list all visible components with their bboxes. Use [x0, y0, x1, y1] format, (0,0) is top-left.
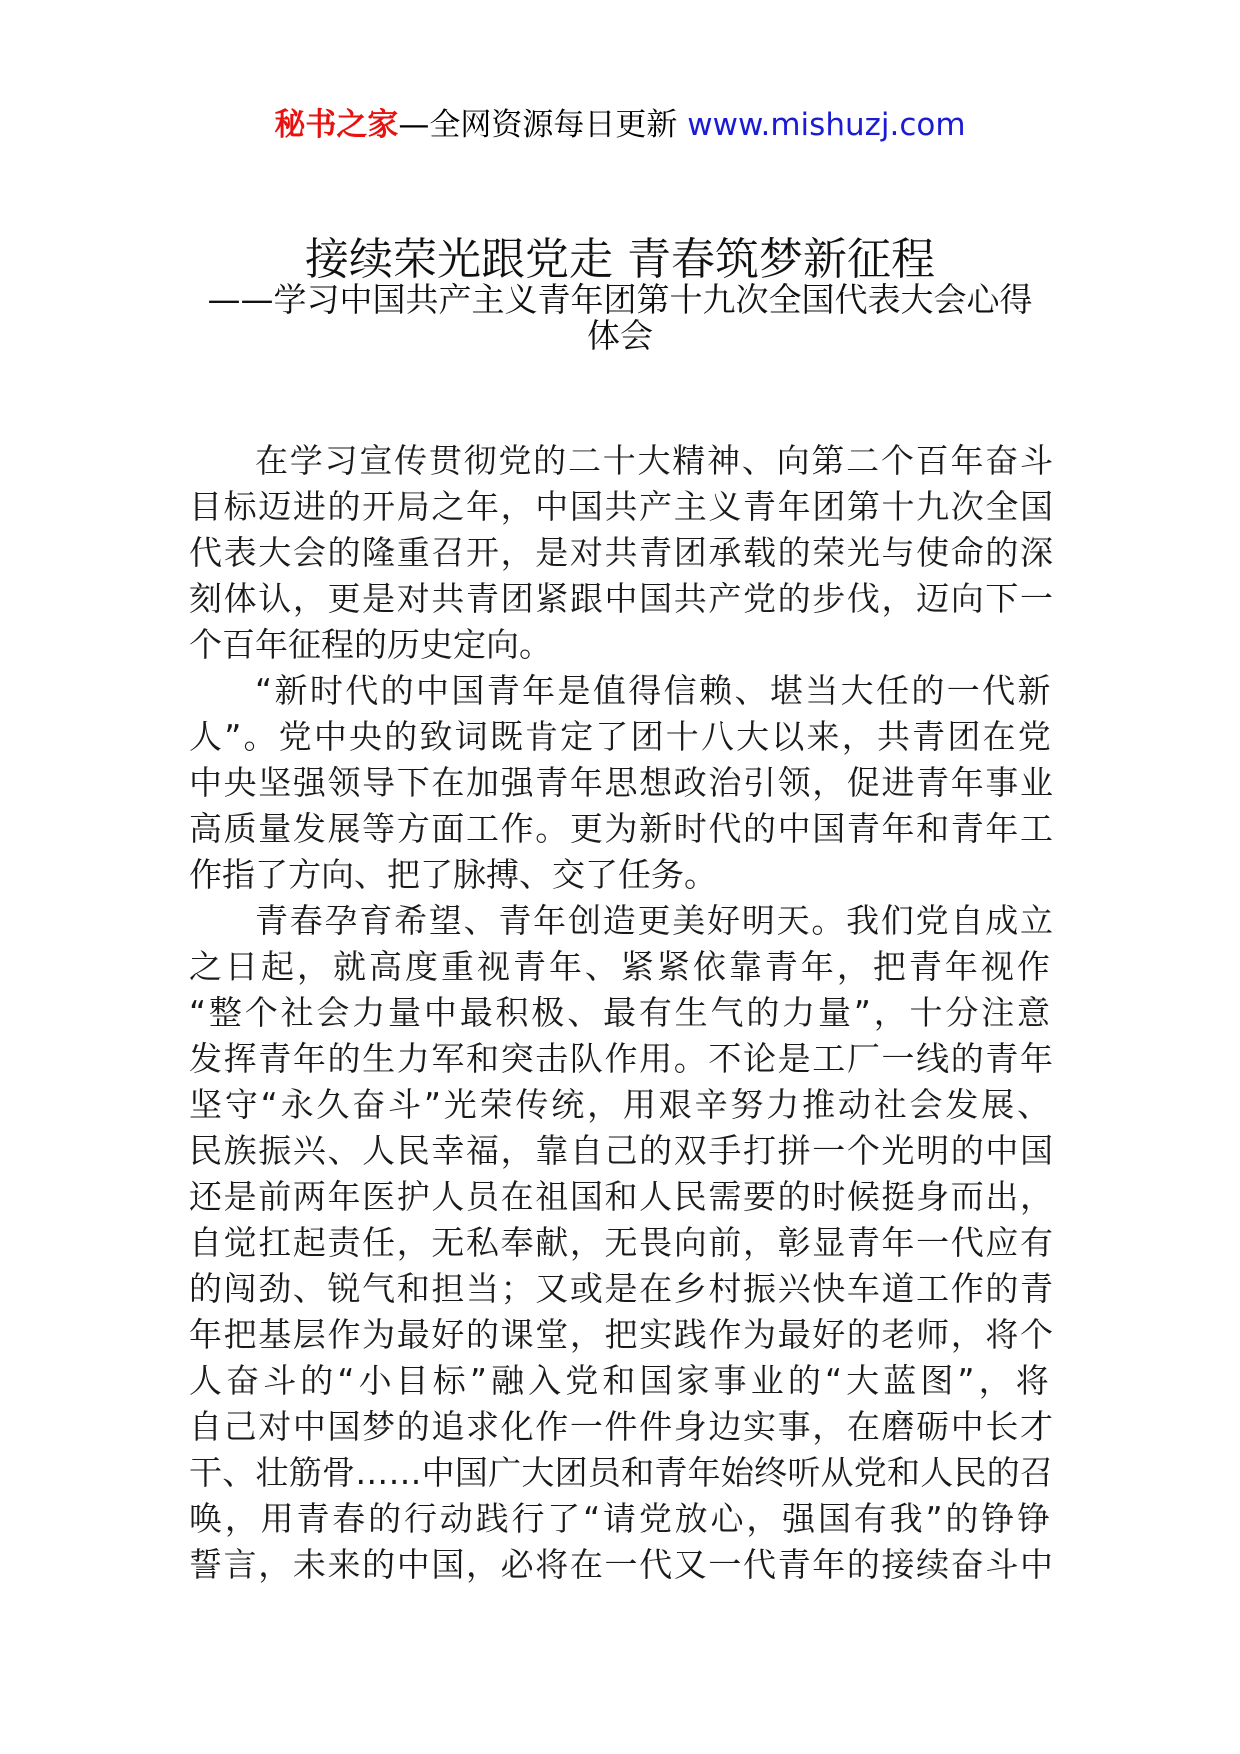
- body-line: 目标迈进的开局之年，中国共产主义青年团第十九次全国: [189, 487, 1055, 526]
- body-line: “新时代的中国青年是值得信赖、堪当大任的一代新: [255, 671, 1053, 710]
- body-line: 之日起，就高度重视青年、紧紧依靠青年，把青年视作: [189, 947, 1053, 986]
- subtitle-line-1: ——学习中国共产主义青年团第十九次全国代表大会心得: [207, 280, 1033, 319]
- body-line: 刻体认，更是对共青团紧跟中国共产党的步伐，迈向下一: [189, 579, 1055, 618]
- body-line: “整个社会力量中最积极、最有生气的力量”，十分注意: [189, 993, 1053, 1032]
- site-url-link[interactable]: www.mishuzj.com: [687, 107, 966, 143]
- body-line: 人奋斗的“小目标”融入党和国家事业的“大蓝图”，将: [189, 1361, 1053, 1400]
- site-brand: 秘书之家: [274, 107, 399, 143]
- body-line: 中央坚强领导下在加强青年思想政治引领，促进青年事业: [189, 763, 1055, 802]
- body-line: 坚守“永久奋斗”光荣传统，用艰辛努力推动社会发展、: [189, 1085, 1053, 1124]
- body-line: 人”。党中央的致词既肯定了团十八大以来，共青团在党: [189, 717, 1053, 756]
- body-line: 民族振兴、人民幸福，靠自己的双手打拼一个光明的中国: [189, 1131, 1055, 1170]
- body-line: 年把基层作为最好的课堂，把实践作为最好的老师，将个: [189, 1315, 1055, 1354]
- body-line: 自觉扛起责任，无私奉献，无畏向前，彰显青年一代应有: [189, 1223, 1055, 1262]
- body-line: 高质量发展等方面工作。更为新时代的中国青年和青年工: [189, 809, 1055, 848]
- body-line: 作指了方向、把了脉搏、交了任务。: [189, 855, 717, 894]
- document-body: [189, 438, 1053, 1588]
- body-line: 发挥青年的生力军和突击队作用。不论是工厂一线的青年: [189, 1039, 1055, 1078]
- body-line: 在学习宣传贯彻党的二十大精神、向第二个百年奋斗: [255, 441, 1055, 480]
- subtitle-line-2: 体会: [587, 316, 653, 355]
- page-title: 接续荣光跟党走 青春筑梦新征程: [305, 234, 935, 285]
- site-tagline: —全网资源每日更新: [398, 107, 678, 143]
- site-header: [0, 103, 1240, 147]
- body-line: 还是前两年医护人员在祖国和人民需要的时候挺身而出，: [189, 1177, 1055, 1216]
- body-line: 自己对中国梦的追求化作一件件身边实事，在磨砺中长才: [189, 1407, 1055, 1446]
- body-line: 誓言，未来的中国，必将在一代又一代青年的接续奋斗中: [189, 1545, 1055, 1584]
- body-line: 唤，用青春的行动践行了“请党放心，强国有我”的铮铮: [189, 1499, 1053, 1538]
- body-line: 个百年征程的历史定向。: [189, 625, 552, 664]
- body-line: 代表大会的隆重召开，是对共青团承载的荣光与使命的深: [189, 533, 1055, 572]
- body-line: 的闯劲、锐气和担当；又或是在乡村振兴快车道工作的青: [189, 1269, 1055, 1308]
- body-line: 干、壮筋骨……中国广大团员和青年始终听从党和人民的召: [189, 1453, 1054, 1492]
- body-line: 青春孕育希望、青年创造更美好明天。我们党自成立: [255, 901, 1055, 940]
